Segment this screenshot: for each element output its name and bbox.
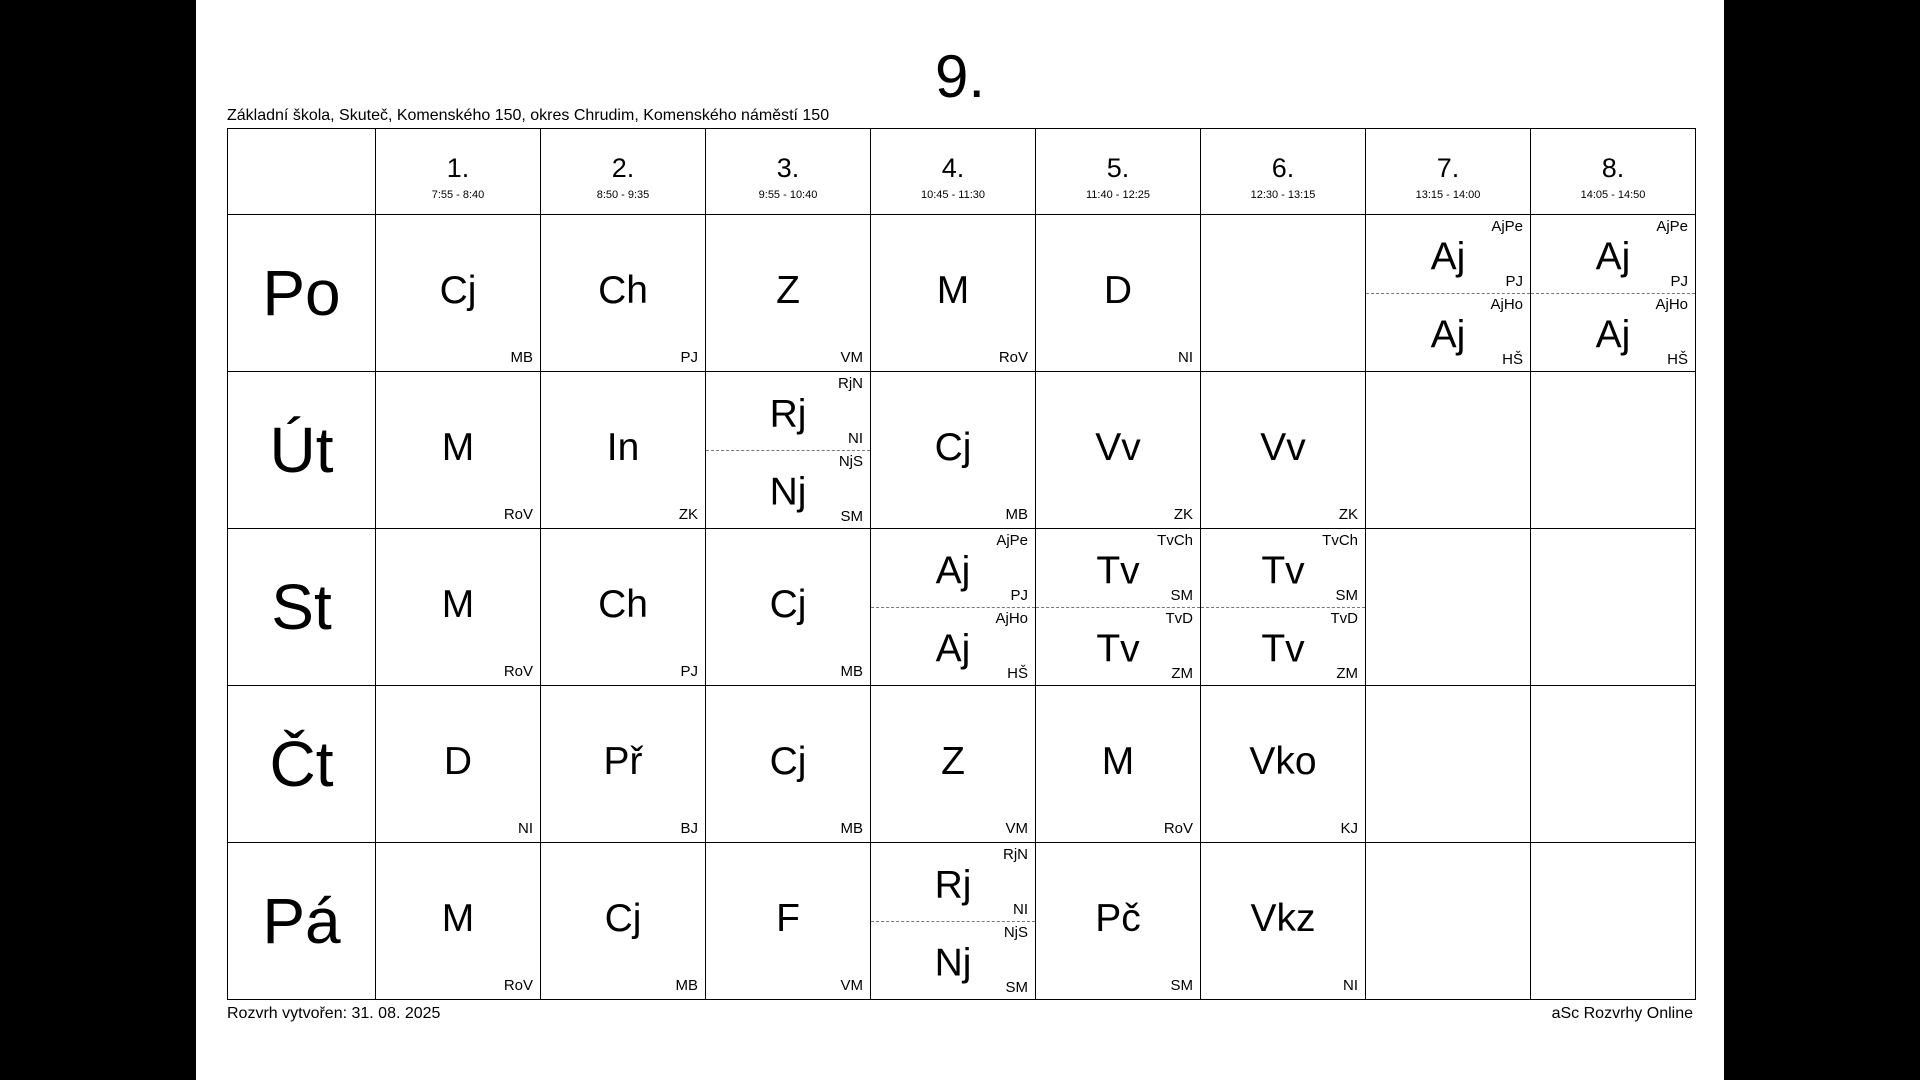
subject: Tv (1261, 627, 1305, 671)
subject: Cj (769, 582, 807, 626)
created-date: Rozvrh vytvořen: 31. 08. 2025 (227, 1005, 441, 1022)
subject: Vkz (1250, 896, 1316, 940)
lesson-cell (1036, 215, 1201, 372)
period-header (706, 129, 871, 215)
day-row (228, 843, 1696, 1000)
day-row (228, 529, 1696, 686)
lesson (706, 843, 870, 999)
lesson (541, 215, 705, 371)
lesson-cell (1366, 372, 1531, 529)
lesson-group (871, 921, 1035, 999)
teacher: KJ (1340, 820, 1358, 837)
period-header (1531, 129, 1696, 215)
lesson-group (871, 843, 1035, 922)
subject: Vv (1260, 425, 1306, 469)
lesson-cell (706, 529, 871, 686)
teacher: NI (848, 430, 863, 447)
teacher: HŠ (1502, 351, 1523, 368)
subject: Aj (1430, 235, 1466, 279)
subject: Cj (769, 739, 807, 783)
lesson-cell (1531, 215, 1696, 372)
lesson-cell (706, 215, 871, 372)
period-time: 14:05 - 14:50 (1580, 189, 1646, 201)
period-number: 6. (1271, 153, 1295, 183)
lesson-cell (376, 372, 541, 529)
period-time: 11:40 - 12:25 (1085, 189, 1150, 201)
period-number: 8. (1601, 153, 1625, 183)
lesson (706, 529, 870, 685)
lesson-cell (1366, 686, 1531, 843)
period-header (1036, 129, 1201, 215)
lesson-cell (1036, 529, 1201, 686)
group-name: RjN (1003, 846, 1028, 863)
brand-label: aSc Rozvrhy Online (1551, 1005, 1693, 1022)
day-label: Út (228, 372, 376, 529)
timetable-grid (227, 128, 1696, 1000)
day-row (228, 686, 1696, 843)
subject: M (441, 896, 475, 940)
subject: Pč (1095, 896, 1141, 940)
period-time: 7:55 - 8:40 (431, 189, 485, 201)
teacher: PJ (1010, 587, 1028, 604)
group-name: NjS (838, 453, 863, 470)
subject: M (1101, 739, 1135, 783)
teacher: PJ (680, 349, 698, 366)
teacher: HŠ (1007, 665, 1028, 682)
lesson-group (1366, 215, 1530, 294)
lesson-cell (1531, 529, 1696, 686)
lesson (541, 529, 705, 685)
lesson (706, 686, 870, 842)
period-header (541, 129, 706, 215)
subject: Z (941, 739, 965, 783)
period-time: 12:30 - 13:15 (1250, 189, 1316, 201)
period-time: 8:50 - 9:35 (596, 189, 650, 201)
lesson-cell (1036, 686, 1201, 843)
lesson-cell (871, 686, 1036, 843)
subject: M (441, 425, 475, 469)
lesson-cell (541, 372, 706, 529)
subject: Vv (1095, 425, 1141, 469)
lesson-cell (871, 372, 1036, 529)
subject: D (443, 739, 473, 783)
lesson (871, 372, 1035, 528)
subject: Aj (935, 549, 971, 593)
school-name: Základní škola, Skuteč, Komenského 150, okres Chrudim, Komenského náměstí 150 (227, 107, 830, 124)
teacher: NI (518, 820, 533, 837)
subject: Tv (1096, 549, 1140, 593)
lesson-group (706, 450, 870, 528)
period-header (871, 129, 1036, 215)
lesson-cell (1531, 686, 1696, 843)
lesson-cell (376, 529, 541, 686)
lesson-cell (541, 215, 706, 372)
lesson (706, 215, 870, 371)
period-number: 7. (1436, 153, 1460, 183)
lesson-cell (1366, 215, 1531, 372)
subject: D (1103, 268, 1133, 312)
lesson (541, 372, 705, 528)
teacher: RoV (503, 663, 533, 680)
lesson-cell (706, 372, 871, 529)
teacher: MB (840, 663, 863, 680)
group-name: TvD (1330, 610, 1358, 627)
subject: In (606, 425, 640, 469)
teacher: RoV (1163, 820, 1193, 837)
day-label: Po (228, 215, 376, 372)
teacher: PJ (1505, 273, 1523, 290)
lesson-cell (1201, 529, 1366, 686)
split-lesson (1366, 215, 1530, 371)
subject: Vko (1249, 739, 1317, 783)
timetable-page (196, 0, 1724, 1080)
lesson-group (871, 529, 1035, 608)
teacher: ZK (1173, 506, 1193, 523)
teacher: SM (840, 508, 863, 525)
lesson (1036, 686, 1200, 842)
lesson (376, 843, 540, 999)
lesson-cell (541, 843, 706, 1000)
lesson (541, 686, 705, 842)
lesson-cell (1036, 372, 1201, 529)
lesson-cell (1201, 215, 1366, 372)
corner-cell (228, 129, 376, 215)
lesson-cell (871, 529, 1036, 686)
lesson-group (1036, 607, 1200, 685)
teacher: RoV (503, 506, 533, 523)
lesson (376, 372, 540, 528)
day-label: St (228, 529, 376, 686)
lesson-group (706, 372, 870, 451)
lesson-cell (1036, 843, 1201, 1000)
group-name: NjS (1003, 924, 1028, 941)
group-name: AjPe (1491, 218, 1523, 235)
subject: Ch (598, 268, 648, 312)
lesson (541, 843, 705, 999)
lesson (871, 686, 1035, 842)
teacher: BJ (680, 820, 698, 837)
subject: M (936, 268, 970, 312)
period-number: 3. (776, 153, 800, 183)
lesson-cell (871, 215, 1036, 372)
group-name: AjHo (1490, 296, 1523, 313)
period-time: 13:15 - 14:00 (1415, 189, 1481, 201)
subject: Př (603, 739, 643, 783)
group-name: TvCh (1322, 532, 1358, 549)
lesson-group (1201, 607, 1365, 685)
subject: Tv (1096, 627, 1140, 671)
day-row (228, 372, 1696, 529)
subject: Z (776, 268, 800, 312)
teacher: MB (840, 820, 863, 837)
lesson-cell (1366, 843, 1531, 1000)
lesson-cell (1201, 686, 1366, 843)
teacher: HŠ (1667, 351, 1688, 368)
lesson-group (871, 607, 1035, 685)
period-number: 5. (1106, 153, 1130, 183)
lesson-cell (1531, 843, 1696, 1000)
subject: Cj (934, 425, 972, 469)
teacher: ZK (678, 506, 698, 523)
subject: Rj (934, 863, 972, 907)
group-name: TvD (1165, 610, 1193, 627)
teacher: ZM (1171, 665, 1193, 682)
lesson (1201, 686, 1365, 842)
period-number: 2. (611, 153, 635, 183)
lesson (376, 686, 540, 842)
lesson-group (1531, 215, 1695, 294)
split-lesson (706, 372, 870, 528)
lesson-cell (1201, 372, 1366, 529)
subject: Cj (439, 268, 477, 312)
subject: Aj (935, 627, 971, 671)
group-name: AjHo (1655, 296, 1688, 313)
lesson (871, 215, 1035, 371)
teacher: SM (1335, 587, 1358, 604)
lesson (1201, 843, 1365, 999)
teacher: VM (1005, 820, 1028, 837)
teacher: SM (1170, 977, 1193, 994)
teacher: MB (510, 349, 533, 366)
teacher: VM (840, 349, 863, 366)
split-lesson (871, 529, 1035, 685)
lesson (376, 215, 540, 371)
subject: Aj (1595, 235, 1631, 279)
lesson-cell (541, 686, 706, 843)
day-label: Čt (228, 686, 376, 843)
teacher: RoV (998, 349, 1028, 366)
group-name: AjPe (1656, 218, 1688, 235)
lesson-cell (706, 843, 871, 1000)
teacher: MB (1005, 506, 1028, 523)
lesson-cell (1531, 372, 1696, 529)
period-time: 9:55 - 10:40 (758, 189, 818, 201)
lesson-cell (376, 843, 541, 1000)
teacher: ZK (1338, 506, 1358, 523)
teacher: SM (1170, 587, 1193, 604)
period-time: 10:45 - 11:30 (920, 189, 985, 201)
subject: F (776, 896, 800, 940)
subject: Nj (769, 470, 807, 514)
class-title: 9. (934, 43, 986, 110)
group-name: TvCh (1157, 532, 1193, 549)
teacher: NI (1343, 977, 1358, 994)
split-lesson (1201, 529, 1365, 685)
subject: Aj (1430, 313, 1466, 357)
period-number: 1. (446, 153, 470, 183)
teacher: NI (1178, 349, 1193, 366)
subject: Aj (1595, 313, 1631, 357)
lesson (1036, 215, 1200, 371)
split-lesson (871, 843, 1035, 999)
lesson (1036, 372, 1200, 528)
teacher: RoV (503, 977, 533, 994)
split-lesson (1531, 215, 1695, 371)
teacher: PJ (680, 663, 698, 680)
lesson (1201, 372, 1365, 528)
subject: M (441, 582, 475, 626)
subject: Ch (598, 582, 648, 626)
lesson-cell (376, 686, 541, 843)
split-lesson (1036, 529, 1200, 685)
group-name: RjN (838, 375, 863, 392)
lesson-group (1201, 529, 1365, 608)
subject: Rj (769, 392, 807, 436)
group-name: AjPe (996, 532, 1028, 549)
teacher: NI (1013, 901, 1028, 918)
period-header (1201, 129, 1366, 215)
subject: Tv (1261, 549, 1305, 593)
teacher: VM (840, 977, 863, 994)
teacher: ZM (1336, 665, 1358, 682)
lesson-cell (1366, 529, 1531, 686)
lesson-cell (376, 215, 541, 372)
period-header (376, 129, 541, 215)
subject: Nj (934, 941, 972, 985)
day-row (228, 215, 1696, 372)
lesson (1036, 843, 1200, 999)
subject: Cj (604, 896, 642, 940)
lesson-group (1531, 293, 1695, 371)
day-label: Pá (228, 843, 376, 1000)
lesson-cell (871, 843, 1036, 1000)
lesson-cell (1201, 843, 1366, 1000)
lesson-cell (541, 529, 706, 686)
teacher: PJ (1670, 273, 1688, 290)
teacher: SM (1005, 979, 1028, 996)
lesson-group (1366, 293, 1530, 371)
group-name: AjHo (995, 610, 1028, 627)
lesson (376, 529, 540, 685)
lesson-cell (706, 686, 871, 843)
period-header (1366, 129, 1531, 215)
teacher: MB (675, 977, 698, 994)
period-header-row (228, 129, 1696, 215)
period-number: 4. (941, 153, 965, 183)
lesson-group (1036, 529, 1200, 608)
